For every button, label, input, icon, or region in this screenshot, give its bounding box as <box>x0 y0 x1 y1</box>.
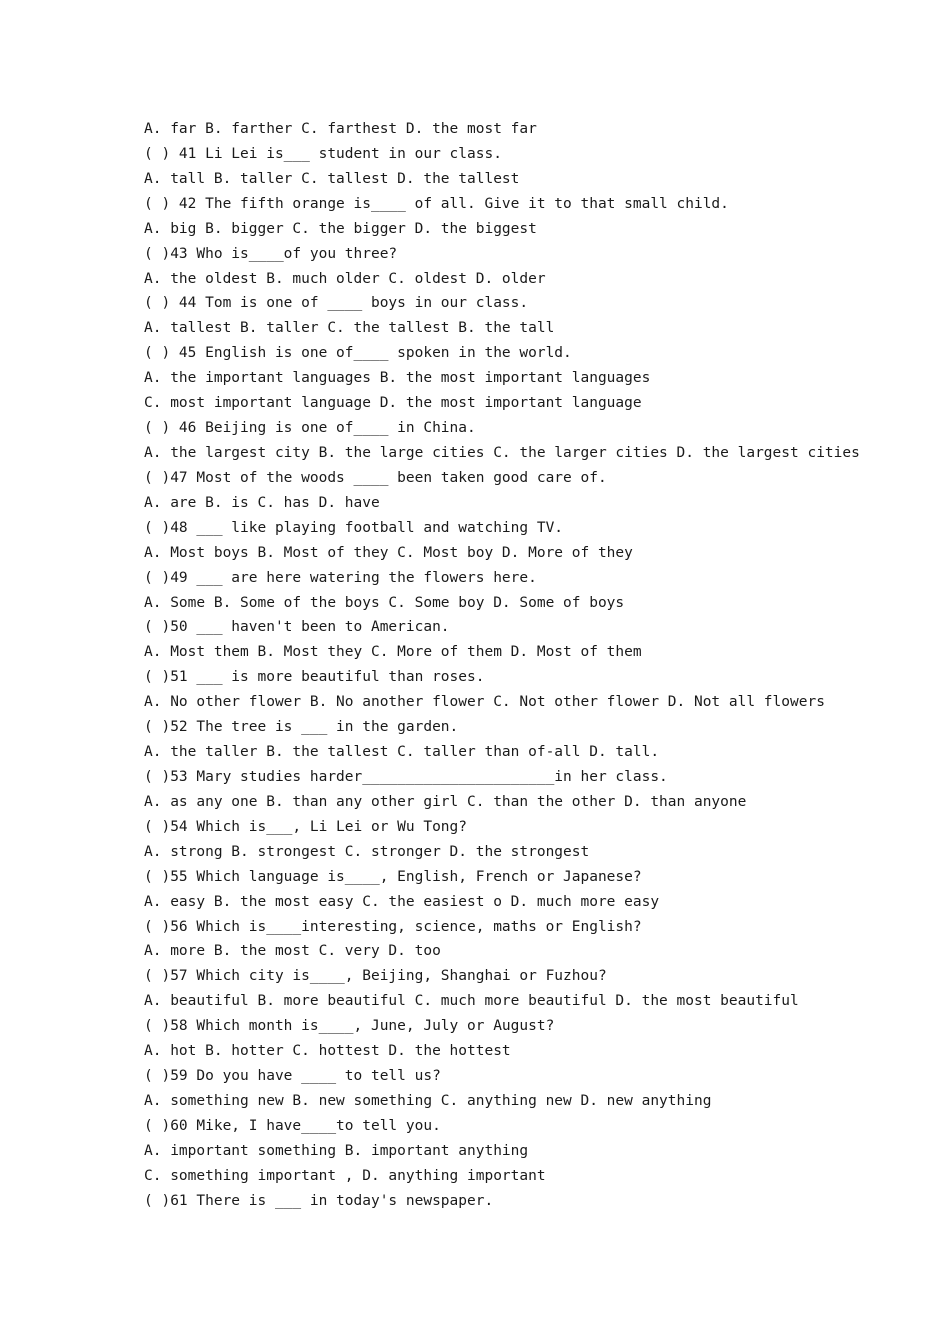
question-line: ( )53 Mary studies harder______________________in her class. <box>144 768 668 785</box>
options-line: A. the oldest B. much older C. oldest D. older <box>144 270 546 287</box>
question-line: ( )54 Which is___, Li Lei or Wu Tong? <box>144 818 468 835</box>
question-line: ( )57 Which city is____, Beijing, Shanghai or Fuzhou? <box>144 968 607 985</box>
question-line: ( )60 Mike, I have____to tell you. <box>144 1117 441 1134</box>
options-line: A. Most boys B. Most of they C. Most boy D. More of they <box>144 544 633 561</box>
question-line: ( )48 ___ like playing football and watching TV. <box>144 519 564 536</box>
options-line: A. Most them B. Most they C. More of them D. Most of them <box>144 644 642 661</box>
options-line: A. Some B. Some of the boys C. Some boy D. Some of boys <box>144 594 625 611</box>
question-line: ( )43 Who is____of you three? <box>144 245 398 262</box>
question-line: ( )56 Which is____interesting, science, maths or English? <box>144 918 642 935</box>
options-line: C. something important , D. anything important <box>144 1167 546 1184</box>
question-line: ( ) 45 English is one of____ spoken in the world. <box>144 345 572 362</box>
question-line: ( ) 46 Beijing is one of____ in China. <box>144 420 476 437</box>
options-line: A. big B. bigger C. the bigger D. the biggest <box>144 220 537 237</box>
options-line: A. tall B. taller C. tallest D. the tallest <box>144 170 520 187</box>
options-line: A. No other flower B. No another flower C. Not other flower D. Not all flowers <box>144 694 825 711</box>
question-line: ( ) 41 Li Lei is___ student in our class. <box>144 145 502 162</box>
question-line: ( ) 44 Tom is one of ____ boys in our class. <box>144 295 529 312</box>
options-line: A. hot B. hotter C. hottest D. the hottest <box>144 1043 511 1060</box>
options-line: A. easy B. the most easy C. the easiest o D. much more easy <box>144 893 660 910</box>
options-line: A. strong B. strongest C. stronger D. the strongest <box>144 843 590 860</box>
question-line: ( )50 ___ haven't been to American. <box>144 619 450 636</box>
text-line: A. far B. farther C. farthest D. the most far <box>144 121 537 137</box>
question-line: ( )49 ___ are here watering the flowers here. <box>144 569 537 586</box>
question-line: ( )55 Which language is____, English, French or Japanese? <box>144 868 642 885</box>
question-line: ( )52 The tree is ___ in the garden. <box>144 719 459 736</box>
options-line: A. beautiful B. more beautiful C. much more beautiful D. the most beautiful <box>144 993 799 1010</box>
question-line: ( )51 ___ is more beautiful than roses. <box>144 669 485 686</box>
question-line: ( ) 42 The fifth orange is____ of all. Give it to that small child. <box>144 195 729 212</box>
options-line: A. more B. the most C. very D. too <box>144 943 441 960</box>
options-line: A. the important languages B. the most important languages <box>144 370 651 387</box>
options-line: C. most important language D. the most important language <box>144 395 642 412</box>
options-line: A. the taller B. the tallest C. taller than of-all D. tall. <box>144 744 660 761</box>
question-line: ( )58 Which month is____, June, July or August? <box>144 1018 555 1035</box>
options-line: A. important something B. important anything <box>144 1142 529 1159</box>
question-line: ( )47 Most of the woods ____ been taken good care of. <box>144 469 607 486</box>
document-body <box>144 117 934 1214</box>
options-line: A. are B. is C. has D. have <box>144 494 380 511</box>
options-line: A. as any one B. than any other girl C. than the other D. than anyone <box>144 793 747 810</box>
question-line: ( )59 Do you have ____ to tell us? <box>144 1068 441 1085</box>
options-line: A. something new B. new something C. anything new D. new anything <box>144 1092 712 1109</box>
options-line: A. the largest city B. the large cities C. the larger cities D. the largest cities <box>144 444 860 461</box>
options-line: A. tallest B. taller C. the tallest B. the tall <box>144 320 555 337</box>
question-line: ( )61 There is ___ in today's newspaper. <box>144 1192 494 1209</box>
